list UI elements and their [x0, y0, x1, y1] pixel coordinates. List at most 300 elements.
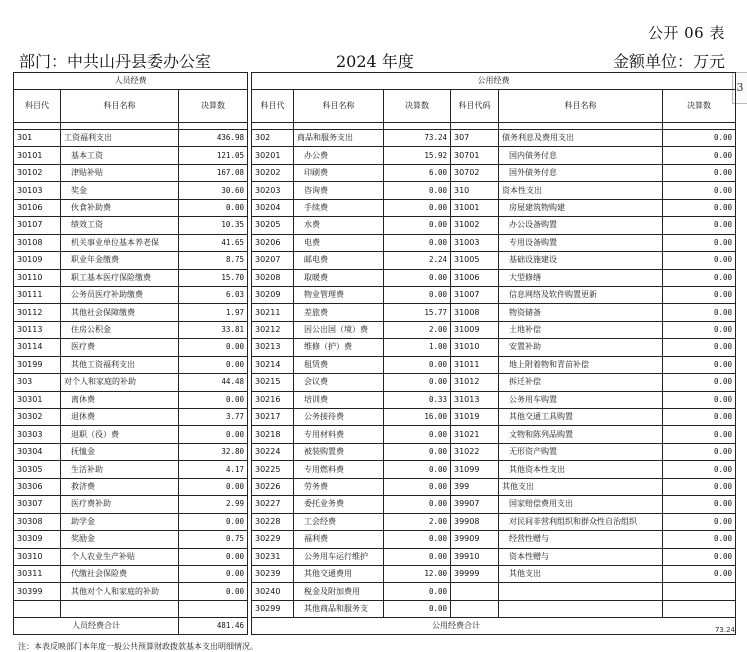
subject-code-cell: 30306: [14, 478, 61, 495]
subject-name-cell: 其他交通费用: [294, 565, 384, 582]
amount-unit: 金额单位：万元: [612, 52, 725, 71]
amount-cell: 30.60: [179, 182, 248, 199]
amount-cell: 32.80: [179, 443, 248, 460]
subject-code-cell: 30111: [14, 286, 61, 303]
subject-code-cell: 31010: [451, 339, 499, 356]
group-public: 公用经费: [252, 73, 736, 90]
subject-code-cell: 30226: [252, 478, 294, 495]
amount-cell: 0.00: [384, 199, 451, 216]
subject-code-cell: 39999: [451, 565, 499, 582]
subject-name-cell: 机关事业单位基本养老保: [61, 234, 179, 251]
amount-cell: 0.00: [663, 321, 736, 338]
subject-code-cell: 302: [252, 130, 294, 147]
subject-name-cell: [499, 583, 663, 600]
amount-cell: 0.00: [384, 496, 451, 513]
amount-cell: 121.05: [179, 147, 248, 164]
subject-name-cell: 差旅费: [294, 304, 384, 321]
subject-name-cell: 物资储备: [499, 304, 663, 321]
amount-cell: 0.75: [179, 531, 248, 548]
subject-name-cell: 绩效工资: [61, 217, 179, 234]
amount-cell: 0.00: [663, 391, 736, 408]
subject-code-cell: 31011: [451, 356, 499, 373]
subject-name-cell: 资本性支出: [499, 182, 663, 199]
amount-cell: 33.81: [179, 321, 248, 338]
side-tab-marker: 3: [732, 72, 747, 104]
subject-name-cell: 地上附着物和青苗补偿: [499, 356, 663, 373]
subject-code-cell: [451, 583, 499, 600]
subject-name-cell: 被装购置费: [294, 443, 384, 460]
subject-name-cell: 邮电费: [294, 252, 384, 269]
amount-cell: 0.00: [179, 356, 248, 373]
expenditure-detail-table: [13, 72, 736, 635]
subject-code-cell: 39908: [451, 513, 499, 530]
amount-cell: 0.00: [384, 374, 451, 391]
subject-code-cell: 30203: [252, 182, 294, 199]
amount-cell: 0.00: [179, 199, 248, 216]
amount-cell: 0.00: [663, 513, 736, 530]
amount-cell: 0.00: [384, 286, 451, 303]
subject-name-cell: 其他交通工具购置: [499, 409, 663, 426]
amount-cell: 0.00: [663, 374, 736, 391]
amount-cell: 0.00: [179, 478, 248, 495]
subject-code-cell: 30212: [252, 321, 294, 338]
subject-code-cell: 30305: [14, 461, 61, 478]
amount-cell: 0.00: [179, 426, 248, 443]
subject-code-cell: 30399: [14, 583, 61, 600]
subject-name-cell: 离休费: [61, 391, 179, 408]
subject-code-cell: 30311: [14, 565, 61, 582]
table-row: [14, 286, 736, 303]
subject-code-cell: 307: [451, 130, 499, 147]
subject-code-cell: 31021: [451, 426, 499, 443]
subject-code-cell: 30224: [252, 443, 294, 460]
amount-cell: 0.00: [663, 356, 736, 373]
subject-code-cell: 30240: [252, 583, 294, 600]
subject-name-cell: 房屋建筑物购建: [499, 199, 663, 216]
subject-code-cell: 31013: [451, 391, 499, 408]
subject-code-cell: 31099: [451, 461, 499, 478]
group-personnel: 人员经费: [14, 73, 248, 90]
personnel-total-label: 人员经费合计: [14, 618, 179, 635]
amount-cell: 0.00: [663, 565, 736, 582]
subject-name-cell: 奖励金: [61, 531, 179, 548]
form-number: 公开 06 表: [647, 24, 725, 42]
corner-value: 73.24: [714, 626, 735, 634]
amount-cell: [663, 600, 736, 617]
amount-cell: 0.00: [663, 182, 736, 199]
amount-cell: 12.00: [384, 565, 451, 582]
amount-cell: 10.35: [179, 217, 248, 234]
subject-name-cell: 其他对个人和家庭的补助: [61, 583, 179, 600]
subject-code-cell: 31012: [451, 374, 499, 391]
subject-name-cell: 办公设备购置: [499, 217, 663, 234]
subject-name-cell: 资本性赠与: [499, 548, 663, 565]
subject-code-cell: 39910: [451, 548, 499, 565]
subject-name-cell: 税金及附加费用: [294, 583, 384, 600]
amount-cell: [179, 600, 248, 617]
subject-name-cell: 抚恤金: [61, 443, 179, 460]
subject-name-cell: 工资福利支出: [61, 130, 179, 147]
amount-cell: 3.77: [179, 409, 248, 426]
subject-name-cell: 工会经费: [294, 513, 384, 530]
amount-cell: 0.00: [179, 583, 248, 600]
amount-cell: 0.00: [663, 496, 736, 513]
subject-name-cell: 公务员医疗补助缴费: [61, 286, 179, 303]
subject-code-cell: 30208: [252, 269, 294, 286]
amount-cell: 0.00: [384, 234, 451, 251]
subject-code-cell: 31019: [451, 409, 499, 426]
subject-code-cell: 301: [14, 130, 61, 147]
subject-code-cell: 30204: [252, 199, 294, 216]
amount-cell: 0.00: [179, 391, 248, 408]
amount-cell: 167.08: [179, 164, 248, 181]
amount-cell: 0.00: [384, 217, 451, 234]
amount-cell: 41.65: [179, 234, 248, 251]
subject-name-cell: 公务用车运行维护: [294, 548, 384, 565]
subject-code-cell: 30107: [14, 217, 61, 234]
subject-name-cell: 医疗费补助: [61, 496, 179, 513]
subject-code-cell: 30217: [252, 409, 294, 426]
header-name-2: 科目名称: [294, 90, 384, 123]
amount-cell: 0.00: [384, 583, 451, 600]
department-label: 部门：中共山丹县委办公室: [19, 52, 212, 71]
subject-name-cell: 拆迁补偿: [499, 374, 663, 391]
subject-name-cell: [61, 600, 179, 617]
amount-cell: 0.00: [663, 147, 736, 164]
subject-name-cell: 债务利息及费用支出: [499, 130, 663, 147]
subject-code-cell: 30239: [252, 565, 294, 582]
subject-code-cell: 39907: [451, 496, 499, 513]
subject-code-cell: 310: [451, 182, 499, 199]
table-body: [14, 73, 736, 635]
subject-name-cell: 专用材料费: [294, 426, 384, 443]
subject-code-cell: 30109: [14, 252, 61, 269]
subject-name-cell: 其他资本性支出: [499, 461, 663, 478]
subject-code-cell: 31001: [451, 199, 499, 216]
subject-name-cell: 土地补偿: [499, 321, 663, 338]
table-row: [14, 182, 736, 199]
subject-code-cell: 30231: [252, 548, 294, 565]
subject-code-cell: 30211: [252, 304, 294, 321]
table-row: [14, 461, 736, 478]
subject-code-cell: 31006: [451, 269, 499, 286]
table-row: [14, 426, 736, 443]
subject-name-cell: 安置补助: [499, 339, 663, 356]
subject-name-cell: 因公出国（境）费: [294, 321, 384, 338]
table-row: [14, 443, 736, 460]
subject-name-cell: 国内债务付息: [499, 147, 663, 164]
subject-name-cell: 对民间非营利组织和群众性自治组织: [499, 513, 663, 530]
amount-cell: 2.00: [384, 321, 451, 338]
subject-code-cell: 31009: [451, 321, 499, 338]
amount-cell: 0.00: [663, 286, 736, 303]
subject-code-cell: 30205: [252, 217, 294, 234]
table-row: [14, 217, 736, 234]
amount-cell: 0.00: [663, 269, 736, 286]
amount-cell: 0.00: [384, 548, 451, 565]
subject-name-cell: 医疗费: [61, 339, 179, 356]
subject-code-cell: 30310: [14, 548, 61, 565]
table-row: [14, 252, 736, 269]
subject-name-cell: [499, 600, 663, 617]
table-row: [14, 304, 736, 321]
subject-code-cell: 303: [14, 374, 61, 391]
amount-cell: 0.00: [179, 339, 248, 356]
subject-code-cell: 30214: [252, 356, 294, 373]
report-header: [19, 49, 725, 69]
subject-name-cell: 维修（护）费: [294, 339, 384, 356]
amount-cell: 0.00: [384, 531, 451, 548]
amount-cell: 2.99: [179, 496, 248, 513]
amount-cell: 44.48: [179, 374, 248, 391]
subject-code-cell: 30304: [14, 443, 61, 460]
subject-name-cell: 基础设施建设: [499, 252, 663, 269]
subject-name-cell: 咨询费: [294, 182, 384, 199]
subject-name-cell: 伙食补助费: [61, 199, 179, 216]
amount-cell: 0.00: [663, 164, 736, 181]
subject-code-cell: 30213: [252, 339, 294, 356]
amount-cell: 0.00: [663, 443, 736, 460]
subject-name-cell: 其他社会保障缴费: [61, 304, 179, 321]
subject-code-cell: 30299: [252, 600, 294, 617]
subject-name-cell: 无形资产购置: [499, 443, 663, 460]
subject-name-cell: 国家赔偿费用支出: [499, 496, 663, 513]
amount-cell: 1.00: [384, 339, 451, 356]
subject-name-cell: 职业年金缴费: [61, 252, 179, 269]
table-row: [14, 531, 736, 548]
subject-name-cell: 印刷费: [294, 164, 384, 181]
subject-code-cell: 30110: [14, 269, 61, 286]
amount-cell: 0.00: [663, 304, 736, 321]
subject-name-cell: 退职（役）费: [61, 426, 179, 443]
subject-name-cell: 生活补助: [61, 461, 179, 478]
table-row: [14, 234, 736, 251]
subject-name-cell: 水费: [294, 217, 384, 234]
table-row: [14, 548, 736, 565]
subject-name-cell: 个人农业生产补贴: [61, 548, 179, 565]
subject-name-cell: 物业管理费: [294, 286, 384, 303]
amount-cell: 16.00: [384, 409, 451, 426]
subject-name-cell: 其他支出: [499, 565, 663, 582]
subject-code-cell: 30307: [14, 496, 61, 513]
subject-code-cell: 31007: [451, 286, 499, 303]
amount-cell: 0.00: [663, 461, 736, 478]
subject-code-cell: 30228: [252, 513, 294, 530]
subject-code-cell: 31022: [451, 443, 499, 460]
subject-code-cell: 31002: [451, 217, 499, 234]
spacer-row: [14, 123, 736, 130]
subject-name-cell: 其他工资福利支出: [61, 356, 179, 373]
header-amount-1: 决算数: [179, 90, 248, 123]
group-header-row: [14, 73, 736, 90]
subject-code-cell: 30103: [14, 182, 61, 199]
subject-code-cell: 30114: [14, 339, 61, 356]
subject-code-cell: 30218: [252, 426, 294, 443]
amount-cell: 6.00: [384, 164, 451, 181]
amount-cell: 0.00: [384, 478, 451, 495]
amount-cell: 0.00: [384, 426, 451, 443]
subject-code-cell: 30302: [14, 409, 61, 426]
table-row: [14, 269, 736, 286]
amount-cell: 0.00: [663, 531, 736, 548]
column-header-row: [14, 90, 736, 123]
amount-cell: 0.00: [663, 426, 736, 443]
header-amount-3: 决算数: [663, 90, 736, 123]
subject-code-cell: 31005: [451, 252, 499, 269]
amount-cell: 1.97: [179, 304, 248, 321]
subject-name-cell: 大型修缮: [499, 269, 663, 286]
amount-cell: 0.00: [663, 409, 736, 426]
subject-name-cell: 津贴补贴: [61, 164, 179, 181]
subject-name-cell: 退休费: [61, 409, 179, 426]
subject-name-cell: 专用燃料费: [294, 461, 384, 478]
subject-name-cell: 助学金: [61, 513, 179, 530]
subject-name-cell: 租赁费: [294, 356, 384, 373]
public-total-label: 公用经费合计: [252, 618, 736, 635]
subject-code-cell: 30216: [252, 391, 294, 408]
amount-cell: 436.98: [179, 130, 248, 147]
subject-name-cell: 其他支出: [499, 478, 663, 495]
amount-cell: 8.75: [179, 252, 248, 269]
subject-code-cell: 30101: [14, 147, 61, 164]
table-row: [14, 199, 736, 216]
amount-cell: 0.00: [384, 356, 451, 373]
subject-name-cell: 办公费: [294, 147, 384, 164]
subject-code-cell: 30701: [451, 147, 499, 164]
subject-code-cell: 30309: [14, 531, 61, 548]
header-name-3: 科目名称: [499, 90, 663, 123]
personnel-total-amount: 481.46: [179, 618, 248, 635]
subject-code-cell: 30102: [14, 164, 61, 181]
amount-cell: 0.00: [179, 513, 248, 530]
subject-name-cell: 商品和服务支出: [294, 130, 384, 147]
amount-cell: 15.92: [384, 147, 451, 164]
subject-code-cell: 30202: [252, 164, 294, 181]
amount-cell: 0.33: [384, 391, 451, 408]
amount-cell: 0.00: [384, 443, 451, 460]
subject-name-cell: 委托业务费: [294, 496, 384, 513]
table-row: [14, 339, 736, 356]
amount-cell: 0.00: [384, 269, 451, 286]
amount-cell: 2.24: [384, 252, 451, 269]
subject-code-cell: 30106: [14, 199, 61, 216]
subject-code-cell: 30206: [252, 234, 294, 251]
table-row: [14, 565, 736, 582]
amount-cell: 0.00: [663, 252, 736, 269]
header-name-1: 科目名称: [61, 90, 179, 123]
subject-name-cell: 公务接待费: [294, 409, 384, 426]
amount-cell: 0.00: [663, 217, 736, 234]
subject-code-cell: 30112: [14, 304, 61, 321]
amount-cell: 6.03: [179, 286, 248, 303]
subject-name-cell: 会议费: [294, 374, 384, 391]
table-row: [14, 478, 736, 495]
subject-name-cell: 文物和陈列品购置: [499, 426, 663, 443]
amount-cell: 0.00: [179, 565, 248, 582]
table-row: [14, 583, 736, 600]
table-row: [14, 600, 736, 617]
report-year: 2024 年度: [336, 52, 414, 71]
subject-code-cell: [14, 600, 61, 617]
table-row: [14, 321, 736, 338]
subject-name-cell: 专用设备购置: [499, 234, 663, 251]
subject-name-cell: 手续费: [294, 199, 384, 216]
subject-code-cell: 30227: [252, 496, 294, 513]
amount-cell: 0.00: [384, 600, 451, 617]
amount-cell: 0.00: [663, 199, 736, 216]
table-row: [14, 164, 736, 181]
subject-code-cell: 399: [451, 478, 499, 495]
subject-name-cell: 职工基本医疗保险缴费: [61, 269, 179, 286]
table-row: [14, 130, 736, 147]
subject-code-cell: 39909: [451, 531, 499, 548]
subject-name-cell: 奖金: [61, 182, 179, 199]
subject-name-cell: 福利费: [294, 531, 384, 548]
subject-code-cell: 30199: [14, 356, 61, 373]
subject-code-cell: 30301: [14, 391, 61, 408]
amount-cell: 15.70: [179, 269, 248, 286]
subject-name-cell: 取暖费: [294, 269, 384, 286]
subject-name-cell: 劳务费: [294, 478, 384, 495]
subject-code-cell: 31003: [451, 234, 499, 251]
subject-code-cell: 30702: [451, 164, 499, 181]
amount-cell: 15.77: [384, 304, 451, 321]
subject-code-cell: 30201: [252, 147, 294, 164]
subject-name-cell: 电费: [294, 234, 384, 251]
subject-name-cell: 国外债务付息: [499, 164, 663, 181]
table-row: [14, 147, 736, 164]
subject-code-cell: 30303: [14, 426, 61, 443]
amount-cell: 73.24: [384, 130, 451, 147]
amount-cell: 2.00: [384, 513, 451, 530]
subject-name-cell: 信息网络及软件购置更新: [499, 286, 663, 303]
header-code-2: 科目代: [252, 90, 294, 123]
amount-cell: 4.17: [179, 461, 248, 478]
amount-cell: 0.00: [663, 130, 736, 147]
subject-name-cell: 基本工资: [61, 147, 179, 164]
table-row: [14, 513, 736, 530]
amount-cell: 0.00: [179, 548, 248, 565]
table-note: 注：本表反映部门本年度一般公共预算财政拨款基本支出明细情况。: [18, 642, 258, 651]
header-amount-2: 决算数: [384, 90, 451, 123]
header-code-3: 科目代码: [451, 90, 499, 123]
subject-name-cell: 代缴社会保险费: [61, 565, 179, 582]
subject-name-cell: 经营性赠与: [499, 531, 663, 548]
subject-name-cell: 培训费: [294, 391, 384, 408]
amount-cell: 0.00: [663, 234, 736, 251]
subject-code-cell: 30308: [14, 513, 61, 530]
subject-code-cell: 30209: [252, 286, 294, 303]
subject-name-cell: 其他商品和服务支: [294, 600, 384, 617]
table-row: [14, 409, 736, 426]
subject-code-cell: 31008: [451, 304, 499, 321]
subject-code-cell: [451, 600, 499, 617]
amount-cell: 0.00: [384, 182, 451, 199]
table-row: [14, 374, 736, 391]
amount-cell: 0.00: [663, 548, 736, 565]
amount-cell: 0.00: [663, 339, 736, 356]
table-row: [14, 391, 736, 408]
subject-name-cell: 住房公积金: [61, 321, 179, 338]
amount-cell: [663, 583, 736, 600]
subject-code-cell: 30215: [252, 374, 294, 391]
amount-cell: 0.00: [663, 478, 736, 495]
table-row: [14, 356, 736, 373]
subject-code-cell: 30225: [252, 461, 294, 478]
amount-cell: 0.00: [384, 461, 451, 478]
table-row: [14, 496, 736, 513]
subject-code-cell: 30207: [252, 252, 294, 269]
